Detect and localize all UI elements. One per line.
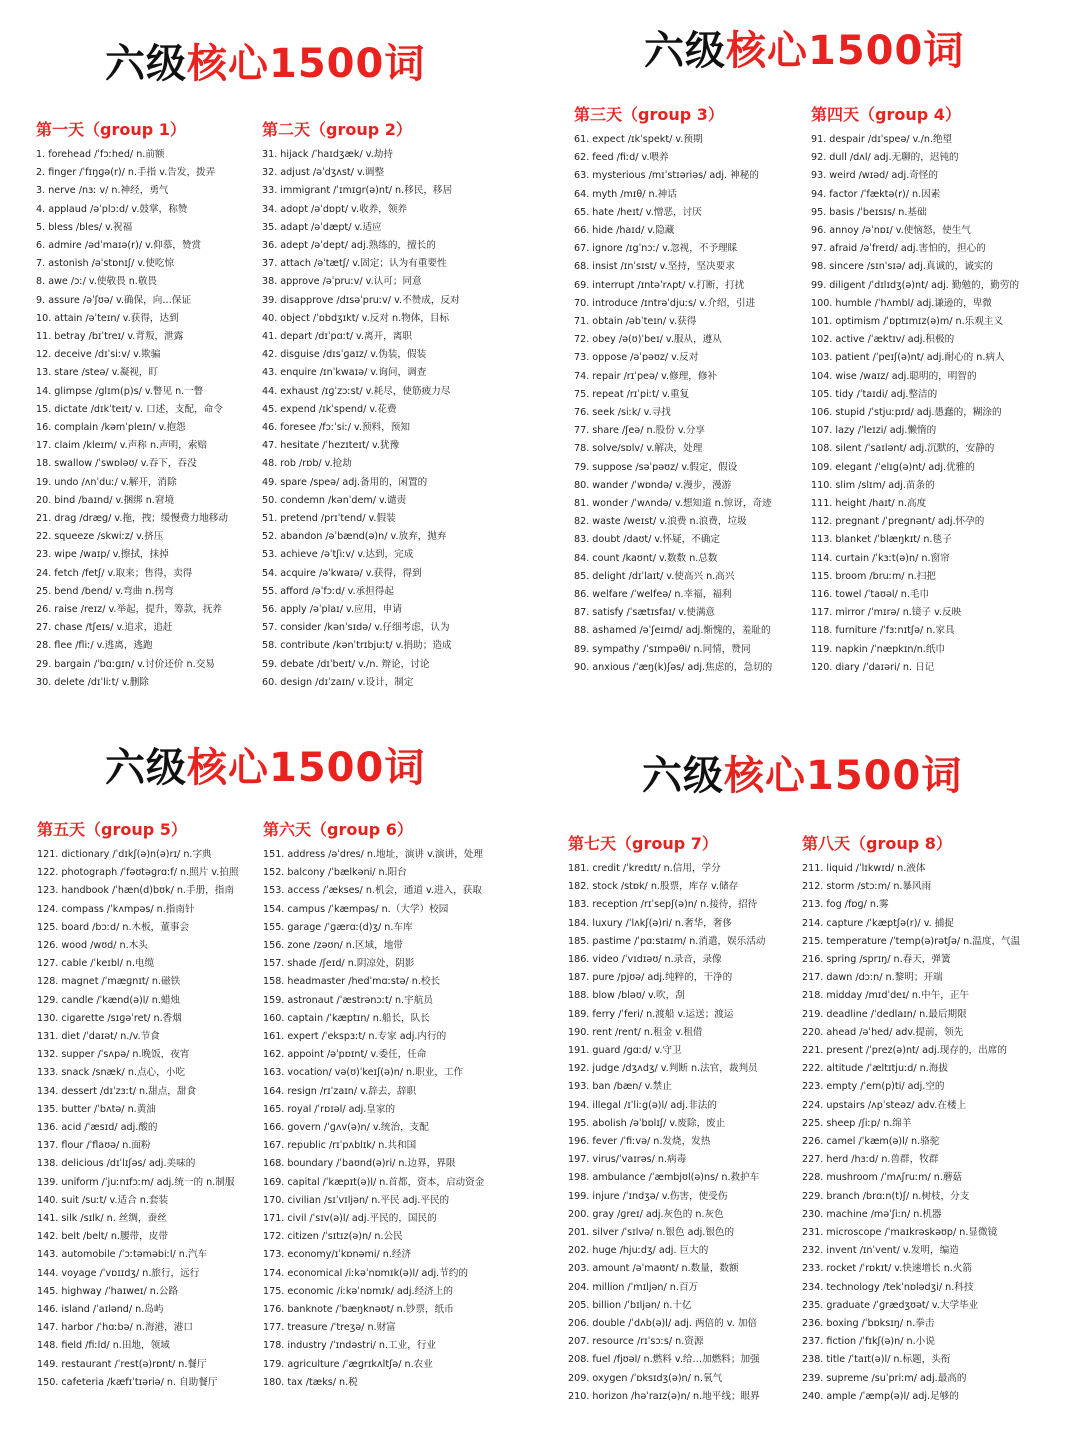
word-entry: 204. million /ˈmɪljən/ n.百万: [568, 1281, 699, 1293]
word-entry: 157. shade /ʃeɪd/ n.阴凉处，阴影: [263, 958, 415, 970]
day-heading: 第八天（group 8）: [802, 834, 952, 853]
word-entry: 146. island /ˈaɪlənd/ n.岛屿: [37, 1304, 164, 1316]
word-entry: 174. economical /iːkəˈnɒmɪk(ə)l/ adj.节约的: [263, 1267, 468, 1279]
word-entry: 182. stock /stɒk/ n.股票，库存 v.储存: [568, 881, 739, 893]
word-entry: 167. republic /rɪˈpʌblɪk/ n.共和国: [263, 1140, 417, 1152]
word-entry: 205. billion /ˈbɪljən/ n.十亿: [568, 1299, 692, 1311]
word-entry: 96. annoy /əˈnɒɪ/ v.使恼怒，使生气: [811, 225, 971, 237]
word-entry: 228. mushroom /ˈmʌʃruːm/ n.蘑菇: [802, 1172, 963, 1184]
word-entry: 119. napkin /ˈnæpkɪn/n.纸巾: [811, 643, 946, 655]
word-entry: 7. astonish /əˈstɒnɪʃ/ v.使吃惊: [36, 258, 175, 270]
word-entry: 40. object /ˈɒbdʒɪkt/ v.反对 n.物体，目标: [262, 312, 450, 324]
word-entry: 184. luxury /ˈlʌkʃ(ə)ri/ n.奢华，奢侈: [568, 917, 732, 929]
word-entry: 103. patient /ˈpeɪʃ(ə)nt/ adj.耐心的 n.病人: [811, 352, 1005, 364]
word-entry: 237. fiction /ˈfɪkʃ(ə)n/ n.小说: [802, 1336, 935, 1348]
word-entry: 162. appoint /əˈpɒɪnt/ v.委任，任命: [263, 1049, 427, 1061]
word-entry: 64. myth /mɪθ/ n.神话: [574, 188, 677, 200]
word-entry: 114. curtain /ˈkɜːt(ə)n/ n.窗帘: [811, 552, 950, 564]
word-entry: 14. glimpse /glɪm(p)s/ v.瞥见 n.一瞥: [36, 385, 204, 397]
word-entry: 132. supper /ˈsʌpə/ n.晚饭，夜宵: [37, 1049, 190, 1061]
word-entry: 145. highway /ˈhaɪweɪ/ n.公路: [37, 1285, 179, 1297]
word-entry: 112. pregnant /ˈpregnənt/ adj.怀孕的: [811, 516, 985, 528]
word-entry: 122. photograph /ˈfəʊtəɡrɑːf/ n.照片 v.拍照: [37, 867, 239, 879]
word-entry: 226. camel /ˈkæm(ə)l/ n.骆驼: [802, 1136, 940, 1148]
word-entry: 177. treasure /ˈtreʒə/ n.财富: [263, 1322, 396, 1334]
word-entry: 166. govern /ˈɡʌv(ə)n/ v.统治，支配: [263, 1122, 429, 1134]
word-entry: 60. design /dɪˈzaɪn/ v.设计，制定: [262, 676, 414, 688]
word-entry: 102. active /ˈæktɪv/ adj.积极的: [811, 334, 955, 346]
word-entry: 63. mysterious /mɪˈstɪəriəs/ adj. 神秘的: [574, 170, 759, 182]
day-column-3: [574, 102, 814, 677]
day-heading: 第二天（group 2）: [262, 120, 412, 139]
word-entry: 9. assure /əˈʃʊə/ v.确保，向…保证: [36, 294, 192, 306]
word-entry: 196. fever /ˈfiːvə/ n.发烧，发热: [568, 1136, 711, 1148]
panel-top-right: [534, 0, 1069, 720]
word-entry: 74. repair /rɪˈpeə/ v.修理，修补: [574, 370, 718, 382]
word-list: [37, 846, 277, 1392]
word-entry: 178. industry /ˈɪndəstri/ n.工业，行业: [263, 1340, 437, 1352]
word-entry: 239. supreme /suˈpriːm/ adj.最高的: [802, 1372, 967, 1384]
day-heading: 第三天（group 3）: [574, 105, 724, 124]
word-entry: 137. flour /ˈflaʊə/ n.面粉: [37, 1140, 151, 1152]
word-entry: 36. adept /əˈdept/ adj.熟练的，擅长的: [262, 240, 436, 252]
word-entry: 104. wise /waɪz/ adj.聪明的，明智的: [811, 370, 977, 382]
word-entry: 238. title /ˈtaɪt(ə)l/ n.标题，头衔: [802, 1354, 951, 1366]
word-entry: 130. cigarette /sɪɡəˈret/ n.香烟: [37, 1012, 182, 1024]
word-entry: 19. undo /ʌnˈduː/ v.解开，消除: [36, 476, 177, 488]
word-entry: 235. graduate /ˈɡrædʒʊət/ v.大学毕业: [802, 1299, 979, 1311]
word-entry: 207. resource /rɪˈsɔːs/ n.资源: [568, 1336, 704, 1348]
word-entry: 30. delete /dɪˈliːt/ v.删除: [36, 676, 149, 688]
word-entry: 57. consider /kənˈsɪdə/ v.仔细考虑，认为: [262, 622, 450, 634]
word-entry: 233. rocket /ˈrɒkɪt/ v.快速增长 n.火箭: [802, 1263, 973, 1275]
word-entry: 215. temperature /ˈtemp(ə)rətʃə/ n.温度，气温: [802, 935, 1021, 947]
word-entry: 49. spare /speə/ adj.备用的，闲置的: [262, 476, 428, 488]
word-entry: 200. gray /ɡreɪ/ adj.灰色的 n.灰色: [568, 1208, 724, 1220]
word-entry: 76. seek /siːk/ v.寻找: [574, 407, 671, 419]
day-column-7: [568, 831, 808, 1406]
day-heading: 第四天（group 4）: [811, 105, 961, 124]
word-entry: 118. furniture /ˈfɜːnɪtʃə/ n.家具: [811, 625, 955, 637]
word-entry: 223. empty /ˈem(p)ti/ adj.空的: [802, 1081, 945, 1093]
title-prefix: 六级: [642, 753, 724, 799]
word-entry: 123. handbook /ˈhæn(d)bʊk/ n.手册，指南: [37, 885, 234, 897]
word-entry: 183. reception /rɪˈsepʃ(ə)n/ n.接待，招待: [568, 899, 758, 911]
word-entry: 55. afford /əˈfɔːd/ v.承担得起: [262, 585, 394, 597]
word-entry: 110. slim /slɪm/ adj.苗条的: [811, 479, 935, 491]
word-entry: 46. foresee /fɔːˈsiː/ v.预料，预知: [262, 422, 410, 434]
word-entry: 216. spring /sprɪŋ/ n.春天，弹簧: [802, 954, 951, 966]
word-list: [36, 146, 276, 692]
word-entry: 42. disguise /dɪsˈɡaɪz/ v.伪装，假装: [262, 349, 427, 361]
word-entry: 31. hijack /ˈhaɪdʒæk/ v.劫持: [262, 149, 393, 160]
word-entry: 77. share /ʃeə/ n.股份 v.分享: [574, 425, 706, 437]
word-entry: 138. delicious /dɪˈlɪʃəs/ adj.美味的: [37, 1158, 196, 1170]
word-entry: 88. ashamed /əˈʃeɪmd/ adj.惭愧的，羞耻的: [574, 625, 771, 637]
word-entry: 99. diligent /ˈdɪlɪdʒ(ə)nt/ adj. 勤勉的，勤劳的: [811, 279, 1020, 291]
day-column-8: [802, 831, 1042, 1406]
word-entry: 6. admire /ədˈmaɪə(r)/ v.仰慕，赞赏: [36, 240, 202, 252]
word-entry: 126. wood /wʊd/ n.木头: [37, 940, 148, 952]
word-entry: 156. zone /zəʊn/ n.区域，地带: [263, 940, 403, 952]
word-entry: 34. adopt /əˈdɒpt/ v.收养，领养: [262, 203, 408, 215]
word-entry: 65. hate /heɪt/ v.憎恶，讨厌: [574, 206, 702, 218]
word-entry: 27. chase /tʃeɪs/ v.追求，追赶: [36, 622, 173, 634]
word-entry: 105. tidy /ˈtaɪdi/ adj.整洁的: [811, 388, 938, 400]
page-title: [105, 41, 426, 87]
word-entry: 229. branch /brɑːn(t)ʃ/ n.树枝，分支: [802, 1190, 970, 1202]
word-entry: 28. flee /fliː/ v.逃离，逃跑: [36, 640, 153, 652]
word-entry: 194. illegal /ɪˈliːg(ə)l/ adj.非法的: [568, 1099, 717, 1111]
word-entry: 135. butter /ˈbʌtə/ n.黄油: [37, 1103, 156, 1115]
word-entry: 11. betray /bɪˈtreɪ/ v.背叛，泄露: [36, 331, 184, 343]
word-entry: 93. weird /wɪəd/ adj.奇怪的: [811, 170, 939, 182]
word-entry: 234. technology /tekˈnɒlədʒi/ n.科技: [802, 1281, 974, 1293]
word-entry: 43. enquire /ɪnˈkwaɪə/ v.询问，调查: [262, 367, 427, 379]
word-entry: 79. suppose /səˈpəʊz/ v.假定，假设: [574, 461, 738, 473]
word-entry: 12. deceive /dɪˈsiːv/ v.欺骗: [36, 349, 161, 361]
word-entry: 10. attain /əˈteɪn/ v.获得，达到: [36, 312, 179, 324]
word-entry: 211. liquid /ˈlɪkwɪd/ n.液体: [802, 863, 926, 874]
word-entry: 94. factor /ˈfæktə(r)/ n.因素: [811, 188, 941, 200]
word-entry: 141. silk /sɪlk/ n. 丝绸，蚕丝: [37, 1213, 167, 1225]
word-entry: 219. deadline /ˈdedlaɪn/ n.最后期限: [802, 1008, 967, 1020]
word-entry: 139. uniform /ˈjuːnɪfɔːm/ adj.统一的 n.制服: [37, 1176, 235, 1188]
word-entry: 181. credit /ˈkredɪt/ n.信用，学分: [568, 863, 721, 874]
word-entry: 125. board /bɔːd/ n.木板，董事会: [37, 921, 190, 933]
word-entry: 155. garage /ˈɡærɑː(d)ʒ/ n.车库: [263, 921, 413, 933]
word-entry: 203. amount /əˈmaʊnt/ n.数量，数额: [568, 1263, 739, 1275]
word-entry: 73. oppose /əˈpəʊz/ v.反对: [574, 352, 699, 364]
day-heading: 第七天（group 7）: [568, 834, 718, 853]
word-entry: 101. optimism /ˈɒptɪmɪz(ə)m/ n.乐观主义: [811, 316, 1004, 328]
word-entry: 22. squeeze /skwiːz/ v.挤压: [36, 531, 164, 543]
word-entry: 231. microscope /ˈmaɪkrəskəʊp/ n.显微镜: [802, 1227, 998, 1239]
word-entry: 224. upstairs /ʌpˈsteəz/ adv.在楼上: [802, 1099, 967, 1111]
day-heading: 第五天（group 5）: [37, 820, 187, 839]
word-entry: 210. horizon /həˈraɪz(ə)n/ n.地平线；眼界: [568, 1390, 760, 1402]
word-entry: 136. acid /ˈæsɪd/ adj.酸的: [37, 1122, 158, 1134]
word-entry: 175. economic /iːkəˈnɒmɪk/ adj.经济上的: [263, 1285, 453, 1297]
word-entry: 62. feed /fiːd/ v.喂养: [574, 152, 669, 164]
word-entry: 230. machine /məˈʃiːn/ n.机器: [802, 1208, 942, 1220]
word-entry: 20. bind /baɪnd/ v.捆绑 n.窘境: [36, 494, 175, 506]
word-entry: 152. balcony /ˈbælkəni/ n.阳台: [263, 867, 407, 879]
word-entry: 83. doubt /daʊt/ v.怀疑，不确定: [574, 534, 720, 546]
word-entry: 37. attach /əˈtætʃ/ v.固定；认为有重要性: [262, 258, 447, 270]
word-entry: 172. citizen /ˈsɪtɪz(ə)n/ n.公民: [263, 1231, 403, 1243]
word-entry: 195. abolish /əˈbɒlɪʃ/ v.废除，废止: [568, 1117, 726, 1129]
word-entry: 171. civil /ˈsɪv(ə)l/ adj.平民的，国民的: [263, 1213, 437, 1225]
word-entry: 86. welfare /ˈwelfeə/ n.幸福，福利: [574, 589, 732, 601]
word-entry: 29. bargain /ˈbɑːɡɪn/ v.讨价还价 n.交易: [36, 658, 215, 670]
word-entry: 214. capture /ˈkæptʃə(r)/ v. 捕捉: [802, 917, 954, 929]
word-entry: 161. expert /ˈekspɜːt/ n.专家 adj.内行的: [263, 1031, 447, 1043]
word-entry: 70. introduce /ɪntrəˈdjuːs/ v.介绍，引进: [574, 297, 756, 309]
word-entry: 113. blanket /ˈblæŋkɪt/ n.毯子: [811, 534, 952, 546]
day-column-1: [36, 117, 276, 692]
day-column-4: [811, 102, 1051, 677]
page-title: [644, 28, 965, 74]
word-entry: 202. huge /hjuːdʒ/ adj. 巨大的: [568, 1245, 709, 1257]
word-entry: 151. address /əˈdres/ n.地址，演讲 v.演讲，处理: [263, 849, 484, 860]
word-entry: 164. resign /rɪˈzaɪn/ v.辞去，辞职: [263, 1085, 417, 1097]
word-entry: 140. suit /suːt/ v.适合 n.套装: [37, 1194, 169, 1206]
word-entry: 50. condemn /kənˈdem/ v.谴责: [262, 494, 407, 506]
word-entry: 212. storm /stɔːm/ n.暴风雨: [802, 881, 932, 893]
word-list: [263, 846, 503, 1392]
word-entry: 198. ambulance /ˈæmbjʊl(ə)ns/ n.救护车: [568, 1172, 760, 1184]
word-entry: 108. silent /ˈsaɪlənt/ adj.沉默的，安静的: [811, 443, 995, 455]
word-entry: 213. fog /fɒɡ/ n.雾: [802, 899, 889, 911]
word-entry: 124. compass /ˈkʌmpəs/ n.指南针: [37, 903, 195, 915]
word-entry: 153. access /ˈækses/ n.机会，通道 v.进入，获取: [263, 885, 482, 897]
word-entry: 61. expect /ɪkˈspekt/ v.预期: [574, 134, 703, 145]
word-entry: 87. satisfy /ˈsætɪsfaɪ/ v.使满意: [574, 607, 716, 619]
word-entry: 90. anxious /ˈæŋ(k)ʃəs/ adj.焦虑的，急切的: [574, 661, 773, 673]
word-entry: 26. raise /reɪz/ v.举起，提升，筹款，抚养: [36, 604, 223, 616]
word-entry: 69. interrupt /ɪntəˈrʌpt/ v.打断，打扰: [574, 279, 745, 291]
word-entry: 59. debate /dɪˈbeɪt/ v./n. 辩论，讨论: [262, 658, 430, 670]
word-entry: 107. lazy /ˈleɪzi/ adj.懒惰的: [811, 425, 937, 437]
word-entry: 208. fuel /fjʊəl/ n.燃料 v.给…加燃料；加强: [568, 1354, 760, 1366]
word-entry: 165. royal /ˈrɒɪəl/ adj.皇家的: [263, 1103, 396, 1115]
word-entry: 147. harbor /ˈhɑːbə/ n.海港，港口: [37, 1322, 193, 1334]
word-entry: 190. rent /rent/ n.租金 v.租借: [568, 1026, 703, 1038]
word-entry: 142. belt /belt/ n.腰带，皮带: [37, 1231, 168, 1243]
word-entry: 201. silver /ˈsɪlvə/ n.银色 adj.银色的: [568, 1227, 735, 1239]
word-entry: 45. expend /ɪkˈspend/ v.花费: [262, 403, 397, 415]
word-entry: 115. broom /bruːm/ n.扫把: [811, 570, 936, 582]
word-entry: 206. double /ˈdʌb(ə)l/ adj. 两倍的 v. 加倍: [568, 1318, 758, 1330]
word-entry: 128. magnet /ˈmæɡnɪt/ n.磁铁: [37, 976, 181, 988]
word-entry: 173. economy/ɪˈkɒnəmi/ n.经济: [263, 1249, 412, 1261]
word-entry: 53. achieve /əˈtʃiːv/ v.达到，完成: [262, 549, 414, 561]
word-entry: 188. blow /bləʊ/ v.吹，刮: [568, 990, 685, 1002]
day-column-2: [262, 117, 502, 692]
word-entry: 169. capital /ˈkæpɪt(ə)l/ n.首都，资本，启动资金: [263, 1176, 485, 1188]
word-entry: 54. acquire /əˈkwaɪə/ v.获得，得到: [262, 567, 422, 579]
word-entry: 221. present /ˈprez(ə)nt/ adj.现存的，出席的: [802, 1045, 1007, 1057]
day-column-5: [37, 817, 277, 1392]
word-entry: 192. judge /dʒʌdʒ/ v.判断 n.法官，裁判员: [568, 1063, 758, 1075]
word-entry: 186. video /ˈvɪdɪəʊ/ n.录音，录像: [568, 954, 722, 966]
word-entry: 189. ferry /ˈferi/ n.渡船 v.运送；渡运: [568, 1008, 734, 1020]
panel-top-left: [0, 0, 534, 720]
word-entry: 159. astronaut /ˈæstrənɔːt/ n.宇航员: [263, 994, 433, 1006]
word-entry: 160. captain /ˈkæptɪn/ n.船长，队长: [263, 1012, 430, 1024]
word-entry: 3. nerve /nɜː v/ n.神经，勇气: [36, 185, 169, 197]
word-entry: 23. wipe /waɪp/ v.擦拭，抹掉: [36, 549, 169, 561]
word-entry: 48. rob /rɒb/ v.抢劫: [262, 458, 352, 470]
word-entry: 67. ignore /ɪgˈnɔː/ v.忽视，不予理睬: [574, 243, 738, 255]
word-entry: 185. pastime /ˈpɑːstaɪm/ n.消遣，娱乐活动: [568, 935, 766, 947]
day-heading: 第一天（group 1）: [36, 120, 186, 139]
word-entry: 180. tax /tæks/ n.税: [263, 1376, 358, 1388]
word-entry: 16. complain /kəmˈpleɪn/ v.抱怨: [36, 422, 186, 434]
word-entry: 150. cafeteria /kæfɪˈtɪəriə/ n. 自助餐厅: [37, 1376, 218, 1388]
word-entry: 95. basis /ˈbeɪsɪs/ n.基础: [811, 206, 927, 218]
word-entry: 58. contribute /kənˈtrɪbjuːt/ v.捐助；造成: [262, 640, 452, 652]
title-prefix: 六级: [105, 745, 187, 791]
word-entry: 134. dessert /dɪˈzɜːt/ n.甜点，甜食: [37, 1085, 197, 1097]
word-entry: 72. obey /ə(ʊ)ˈbeɪ/ v.服从，遵从: [574, 334, 722, 346]
word-list: [802, 860, 1042, 1406]
word-list: [262, 146, 502, 692]
word-list: [574, 131, 814, 677]
title-prefix: 六级: [644, 28, 726, 74]
word-entry: 98. sincere /sɪnˈsɪə/ adj.真诚的，诚实的: [811, 261, 994, 273]
word-entry: 176. banknote /ˈbæŋknəʊt/ n.钞票，纸币: [263, 1304, 454, 1316]
word-entry: 25. bend /bend/ v.弯曲 n.拐弯: [36, 585, 174, 597]
word-entry: 232. invent /ɪnˈvent/ v.发明，编造: [802, 1245, 959, 1257]
word-entry: 217. dawn /dɔːn/ n.黎明；开端: [802, 972, 943, 984]
word-entry: 24. fetch /fetʃ/ v.取来；售得，卖得: [36, 567, 193, 579]
word-entry: 129. candle /ˈkænd(ə)l/ n.蜡烛: [37, 994, 181, 1006]
word-entry: 32. adjust /əˈdʒʌst/ v.调整: [262, 167, 385, 179]
word-entry: 133. snack /snæk/ n.点心，小吃: [37, 1067, 185, 1079]
word-entry: 121. dictionary /ˈdɪkʃ(ə)n(ə)rɪ/ n.字典: [37, 849, 212, 860]
word-entry: 168. boundary /ˈbaʊnd(ə)ri/ n.边界，界限: [263, 1158, 456, 1170]
word-entry: 80. wander /ˈwɒndə/ v.漫步，漫游: [574, 479, 732, 491]
word-entry: 89. sympathy /ˈsɪmpəθi/ n.同情，赞同: [574, 643, 751, 655]
word-entry: 148. field /fiːld/ n.田地，领域: [37, 1340, 170, 1352]
word-entry: 21. drag /dræɡ/ v.拖，拽；缓慢费力地移动: [36, 513, 228, 525]
word-entry: 84. count /kaʊnt/ v.数数 n.总数: [574, 552, 718, 564]
page-title: [642, 753, 963, 799]
word-entry: 52. abandon /əˈbænd(ə)n/ v.放弃，抛弃: [262, 531, 447, 543]
word-list: [811, 131, 1051, 677]
title-highlight: 核心1500词: [726, 28, 965, 74]
word-entry: 127. cable /ˈkeɪbl/ n.电缆: [37, 958, 155, 970]
panel-bottom-left: [0, 720, 534, 1441]
title-highlight: 核心1500词: [187, 41, 426, 87]
word-entry: 91. despair /dɪˈspeə/ v./n.绝望: [811, 134, 953, 145]
word-entry: 149. restaurant /ˈrest(ə)rɒnt/ n.餐厅: [37, 1358, 207, 1370]
word-entry: 199. injure /ˈɪndʒə/ v.伤害，使受伤: [568, 1190, 728, 1202]
word-entry: 92. dull /dʌl/ adj.无聊的，迟钝的: [811, 152, 959, 164]
title-highlight: 核心1500词: [724, 753, 963, 799]
word-entry: 179. agriculture /ˈæɡrɪkʌltʃə/ n.农业: [263, 1358, 433, 1370]
word-entry: 82. waste /weɪst/ v.浪费 n.浪费，垃圾: [574, 516, 747, 528]
word-entry: 44. exhaust /ɪɡˈzɔːst/ v.耗尽，使筋疲力尽: [262, 385, 451, 397]
word-entry: 33. immigrant /ˈɪmɪɡr(ə)nt/ n.移民，移居: [262, 185, 453, 197]
word-entry: 227. herd /hɜːd/ n.兽群，牧群: [802, 1154, 939, 1166]
word-entry: 68. insist /ɪnˈsɪst/ v.坚持，坚决要求: [574, 261, 735, 273]
word-entry: 17. claim /kleɪm/ v.声称 n.声明，索赔: [36, 440, 208, 452]
word-entry: 163. vocation/ və(ʊ)ˈkeɪʃ(ə)n/ n.职业，工作: [263, 1067, 464, 1079]
word-entry: 51. pretend /prɪˈtend/ v.假装: [262, 513, 396, 525]
word-entry: 85. delight /dɪˈlaɪt/ v.使高兴 n.高兴: [574, 570, 735, 582]
word-entry: 131. diet /ˈdaɪət/ n./v.节食: [37, 1031, 160, 1043]
word-entry: 154. campus /ˈkæmpəs/ n.（大学）校园: [263, 903, 449, 915]
word-entry: 106. stupid /ˈstjuːpɪd/ adj.愚蠢的，糊涂的: [811, 407, 1002, 419]
word-entry: 187. pure /pjʊə/ adj.纯粹的，干净的: [568, 972, 733, 984]
word-entry: 47. hesitate /ˈhezɪteɪt/ v.犹豫: [262, 440, 400, 452]
word-entry: 15. dictate /dɪkˈteɪt/ v. 口述，支配，命令: [36, 403, 223, 415]
word-entry: 209. oxygen /ˈɒksɪdʒ(ə)n/ n.氧气: [568, 1372, 723, 1384]
word-entry: 144. voyage /ˈvɒɪɪdʒ/ n.旅行，远行: [37, 1267, 200, 1279]
word-entry: 97. afraid /əˈfreɪd/ adj.害怕的，担心的: [811, 243, 986, 255]
word-entry: 5. bless /bles/ v.祝福: [36, 221, 133, 233]
word-entry: 75. repeat /rɪˈpiːt/ v.重复: [574, 388, 690, 400]
word-entry: 38. approve /əˈpruːv/ v.认可；同意: [262, 276, 422, 288]
page-title: [105, 745, 426, 791]
word-entry: 35. adapt /əˈdæpt/ v.适应: [262, 221, 382, 233]
word-entry: 8. awe /ɔː/ v.使敬畏 n.敬畏: [36, 276, 158, 288]
word-entry: 18. swallow /ˈswɒləʊ/ v.吞下，吞没: [36, 458, 197, 470]
word-entry: 116. towel /ˈtaʊəl/ n.毛巾: [811, 589, 930, 601]
word-entry: 2. finger /ˈfɪŋɡə(r)/ n.手指 v.告发，拨弄: [36, 167, 216, 179]
word-entry: 109. elegant /ˈelɪɡ(ə)nt/ adj.优雅的: [811, 461, 975, 473]
word-entry: 240. ample /ˈæmp(ə)l/ adj.足够的: [802, 1390, 959, 1402]
word-entry: 143. automobile /ˈɔːtəməbiːl/ n.汽车: [37, 1249, 208, 1261]
word-entry: 111. height /haɪt/ n.高度: [811, 498, 927, 510]
word-entry: 197. virus/ˈvaɪrəs/ n.病毒: [568, 1154, 687, 1166]
word-entry: 56. apply /əˈplaɪ/ v.应用，申请: [262, 604, 402, 616]
word-entry: 81. wonder /ˈwʌndə/ v.想知道 n.惊讶，奇迹: [574, 498, 772, 510]
word-entry: 117. mirror /ˈmɪrə/ n.镜子 v.反映: [811, 607, 962, 619]
day-column-6: [263, 817, 503, 1392]
word-entry: 1. forehead /ˈfɔːhed/ n.前额: [36, 149, 165, 160]
word-entry: 66. hide /haɪd/ v.隐藏: [574, 225, 675, 237]
word-entry: 191. guard /gɑːd/ v.守卫: [568, 1045, 682, 1057]
title-prefix: 六级: [105, 41, 187, 87]
word-entry: 78. solve/sɒlv/ v.解决，处理: [574, 443, 703, 455]
word-entry: 39. disapprove /dɪsəˈpruːv/ v.不赞成，反对: [262, 294, 460, 306]
word-entry: 13. stare /steə/ v.凝视，盯: [36, 367, 159, 379]
word-entry: 193. ban /bæn/ v.禁止: [568, 1081, 672, 1093]
word-entry: 71. obtain /əbˈteɪn/ v.获得: [574, 316, 697, 328]
word-entry: 218. midday /mɪdˈdeɪ/ n.中午，正午: [802, 990, 970, 1002]
word-entry: 41. depart /dɪˈpɑːt/ v.离开，离职: [262, 331, 412, 343]
word-entry: 120. diary /ˈdaɪəri/ n. 日记: [811, 661, 935, 673]
title-highlight: 核心1500词: [187, 745, 426, 791]
word-entry: 4. applaud /əˈplɔːd/ v.鼓掌，称赞: [36, 203, 188, 215]
panel-bottom-right: [534, 720, 1069, 1441]
word-entry: 100. humble /ˈhʌmbl/ adj.谦逊的，卑微: [811, 297, 992, 309]
word-entry: 225. sheep /ʃiːp/ n.绵羊: [802, 1117, 912, 1129]
word-entry: 170. civilian /sɪˈvɪljən/ n.平民 adj.平民的: [263, 1194, 450, 1206]
word-entry: 222. altitude /ˈæltɪtjuːd/ n.海拔: [802, 1063, 948, 1075]
word-entry: 236. boxing /ˈbɒksɪŋ/ n.拳击: [802, 1318, 935, 1330]
word-entry: 220. ahead /əˈhed/ adv.提前，领先: [802, 1026, 964, 1038]
day-heading: 第六天（group 6）: [263, 820, 413, 839]
word-entry: 158. headmaster /hedˈmɑːstə/ n.校长: [263, 976, 441, 988]
word-list: [568, 860, 808, 1406]
